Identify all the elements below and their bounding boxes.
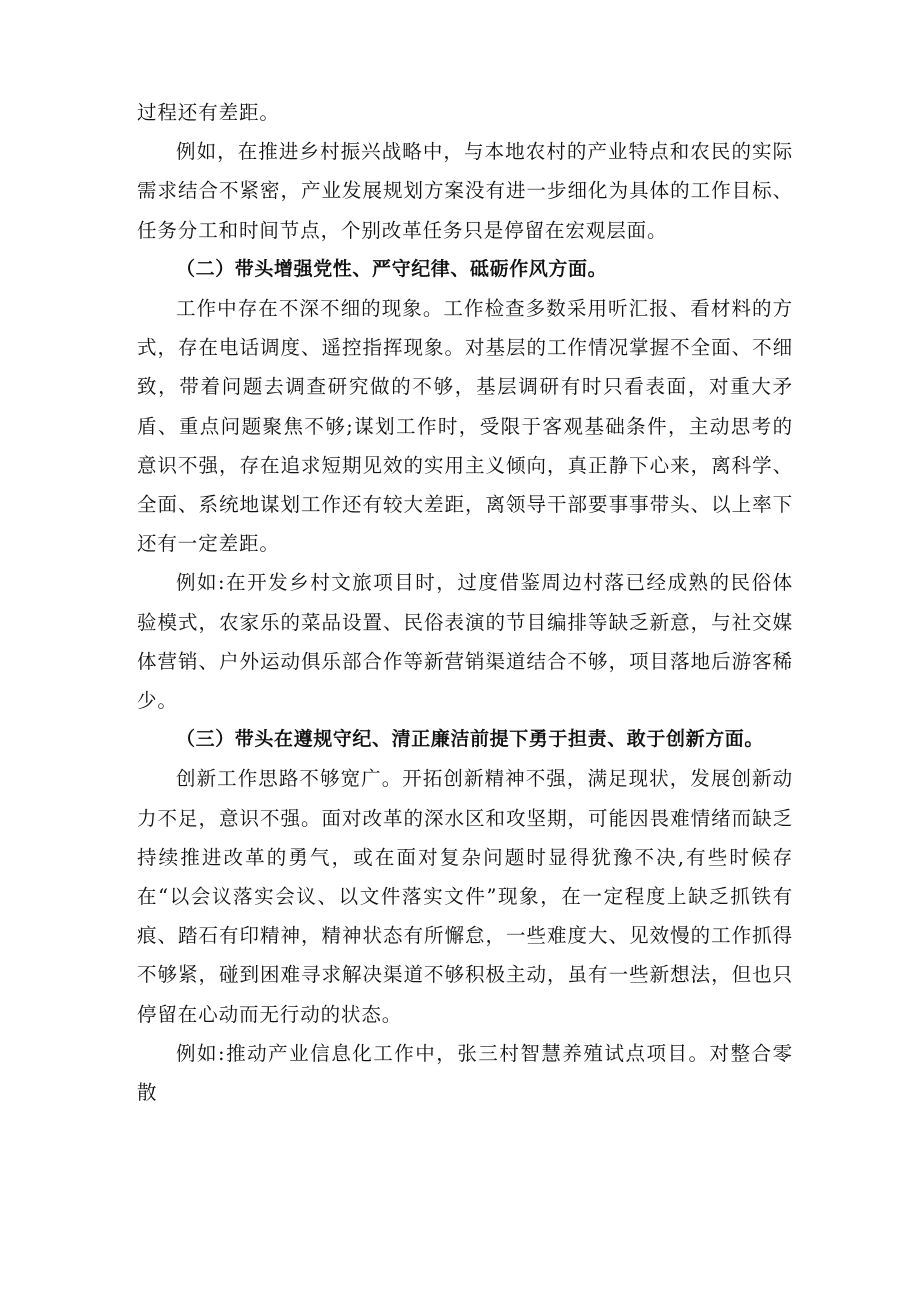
paragraph: 例如，在推进乡村振兴战略中，与本地农村的产业特点和农民的实际需求结合不紧密，产业发展规划方案没有进一步细化为具体的工作目标、任务分工和时间节点，个别改革任务只是停留在宏观层面。 xyxy=(137,140,793,242)
document-body xyxy=(137,93,793,1112)
section-heading: （二）带头增强党性、严守纪律、砥砺作风方面。 xyxy=(176,257,608,280)
paragraph: 创新工作思路不够宽广。开拓创新精神不强，满足现状，发展创新动力不足，意识不强。面对改革的深水区和攻坚期，可能因畏难情绪而缺乏持续推进改革的勇气，或在面对复杂问题时显得犹豫不决,有些时候存在“以会议落实会议、以文件落实文件”现象，在一定程度上缺乏抓铁有痕、踏石有印精神，精神状态有所懈怠，一些难度大、见效慢的工作抓得不够紧，碰到困难寻求解决渠道不够积极主动，虽有一些新想法，但也只停留在心动而无行动的状态。 xyxy=(137,767,793,1026)
paragraph: 工作中存在不深不细的现象。工作检查多数采用听汇报、看材料的方式，存在电话调度、遥控指挥现象。对基层的工作情况掌握不全面、不细致，带着问题去调查研究做的不够，基层调研有时只看表面，对重大矛盾、重点问题聚焦不够;谋划工作时，受限于客观基础条件，主动思考的意识不强，存在追求短期见效的实用主义倾向，真正静下心来，离科学、全面、系统地谋划工作还有较大差距，离领导干部要事事带头、以上率下还有一定差距。 xyxy=(137,297,793,556)
paragraph: 过程还有差距。 xyxy=(137,101,280,124)
paragraph: 例如:在开发乡村文旅项目时，过度借鉴周边村落已经成熟的民俗体验模式，农家乐的菜品设置、民俗表演的节目编排等缺乏新意，与社交媒体营销、户外运动俱乐部合作等新营销渠道结合不够，项目落地后游客稀少。 xyxy=(137,571,793,713)
section-heading: （三）带头在遵规守纪、清正廉洁前提下勇于担责、敢于创新方面。 xyxy=(176,728,765,751)
paragraph: 例如:推动产业信息化工作中，张三村智慧养殖试点项目。对整合零散 xyxy=(137,1041,793,1105)
